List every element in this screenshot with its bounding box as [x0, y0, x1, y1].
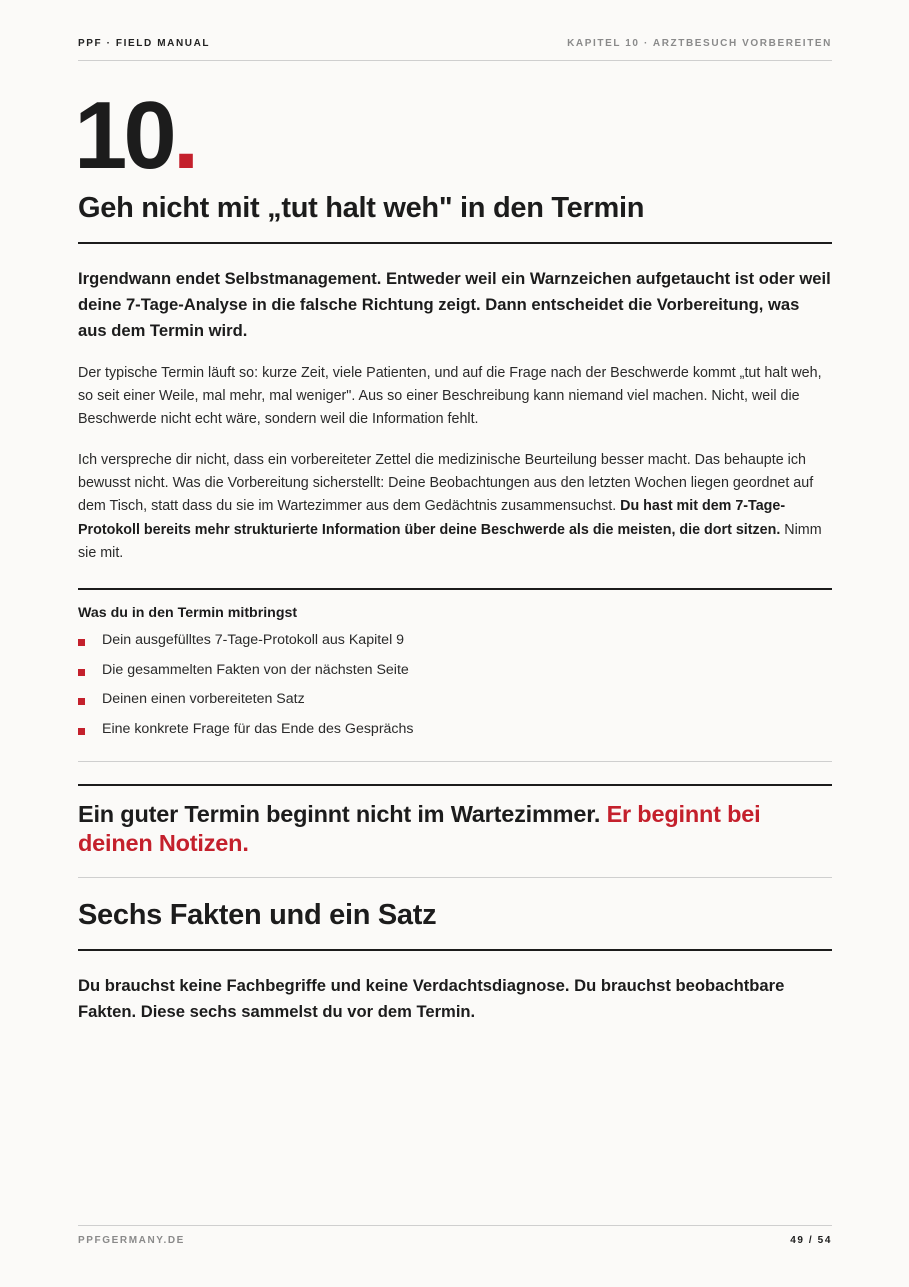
intro-paragraph-2 [78, 449, 832, 565]
section-title-divider [78, 949, 832, 951]
chapter-number-dot: . [172, 82, 196, 189]
square-bullet-icon [78, 639, 85, 646]
checklist-item-label: Eine konkrete Frage für das Ende des Gesprächs [102, 720, 414, 737]
checklist-item [78, 629, 832, 659]
intro-lead: Irgendwann endet Selbstmanagement. Entweder weil ein Warnzeichen aufgetaucht ist oder weil deine 7-Tage-Analyse in die falsche Richtung zeigt. Dann entscheidet die Vorbereitung, was aus dem Termin wird. [78, 269, 831, 340]
paragraph-2-emphasis: Du hast mit dem 7-Tage-Protokoll bereits mehr strukturierte Information über deine Beschwerde als die meisten, die dort sitzen. [78, 498, 786, 538]
checklist-item [78, 718, 832, 748]
page-number: 49 / 54 [790, 1235, 832, 1246]
chapter-title: Geh nicht mit „tut halt weh" in den Termin [78, 192, 645, 224]
chapter-number-digits: 10 [74, 82, 173, 189]
square-bullet-icon [78, 728, 85, 735]
footer-website: PPFGERMANY.DE [78, 1235, 185, 1246]
intro-paragraph-1: Der typische Termin läuft so: kurze Zeit, viele Patienten, und auf die Frage nach der Beschwerde kommt „tut halt weh, so seit einer Weile, mal mehr, mal weniger". Aus so einer Beschreibung kann niemand viel machen. Nicht, weil die Beschwerde nicht echt wäre, sondern weil die Information fehlt. [78, 365, 822, 428]
header-chapter-label: KAPITEL 10 · ARZTBESUCH VORBEREITEN [567, 38, 832, 49]
checklist-bottom-divider [78, 761, 832, 762]
paragraph-2-text: Ich verspreche dir nicht, dass ein vorbereiteter Zettel die medizinische Beurteilung besser macht. Das behaupte ich bewusst nicht. Was die Vorbereitung sicherstellt: Deine Beobachtungen aus den letzten Wochen liegen geordnet auf dem Tisch, statt dass du sie im Wartezimmer aus dem Gedächtnis zusammensuchst. [78, 452, 814, 515]
square-bullet-icon [78, 669, 85, 676]
checklist [78, 629, 832, 747]
header-divider [78, 60, 832, 61]
checklist-item-label: Deinen einen vorbereiteten Satz [102, 691, 305, 707]
quote-top-divider [78, 784, 832, 786]
section-title: Sechs Fakten und ein Satz [78, 899, 437, 931]
checklist-item-label: Dein ausgefülltes 7-Tage-Protokoll aus Kapitel 9 [102, 632, 405, 648]
header-manual-title: PPF · FIELD MANUAL [78, 38, 211, 49]
paragraph-2-closing: Nimm sie mit. [78, 521, 822, 561]
chapter-number [74, 82, 196, 189]
quote-bottom-divider [78, 877, 832, 878]
title-divider [78, 242, 832, 244]
pull-quote-accent: Er beginnt bei deinen Notizen. [78, 801, 761, 856]
pull-quote [78, 800, 832, 858]
checklist-title: Was du in den Termin mitbringst [78, 605, 298, 621]
pull-quote-text: Ein guter Termin beginnt nicht im Wartezimmer. [78, 801, 607, 827]
checklist-item-label: Die gesammelten Fakten von der nächsten Seite [102, 661, 409, 678]
checklist-item [78, 688, 832, 718]
checklist-item [78, 659, 832, 689]
document-page [74, 0, 832, 1287]
checklist-top-divider [78, 588, 832, 590]
page-footer [78, 1235, 832, 1246]
footer-divider [78, 1225, 832, 1226]
square-bullet-icon [78, 698, 85, 705]
running-header [78, 38, 832, 60]
section-lead: Du brauchst keine Fachbegriffe und keine Verdachtsdiagnose. Du brauchst beobachtbare Fakten. Diese sechs sammelst du vor dem Termin. [78, 976, 785, 1021]
